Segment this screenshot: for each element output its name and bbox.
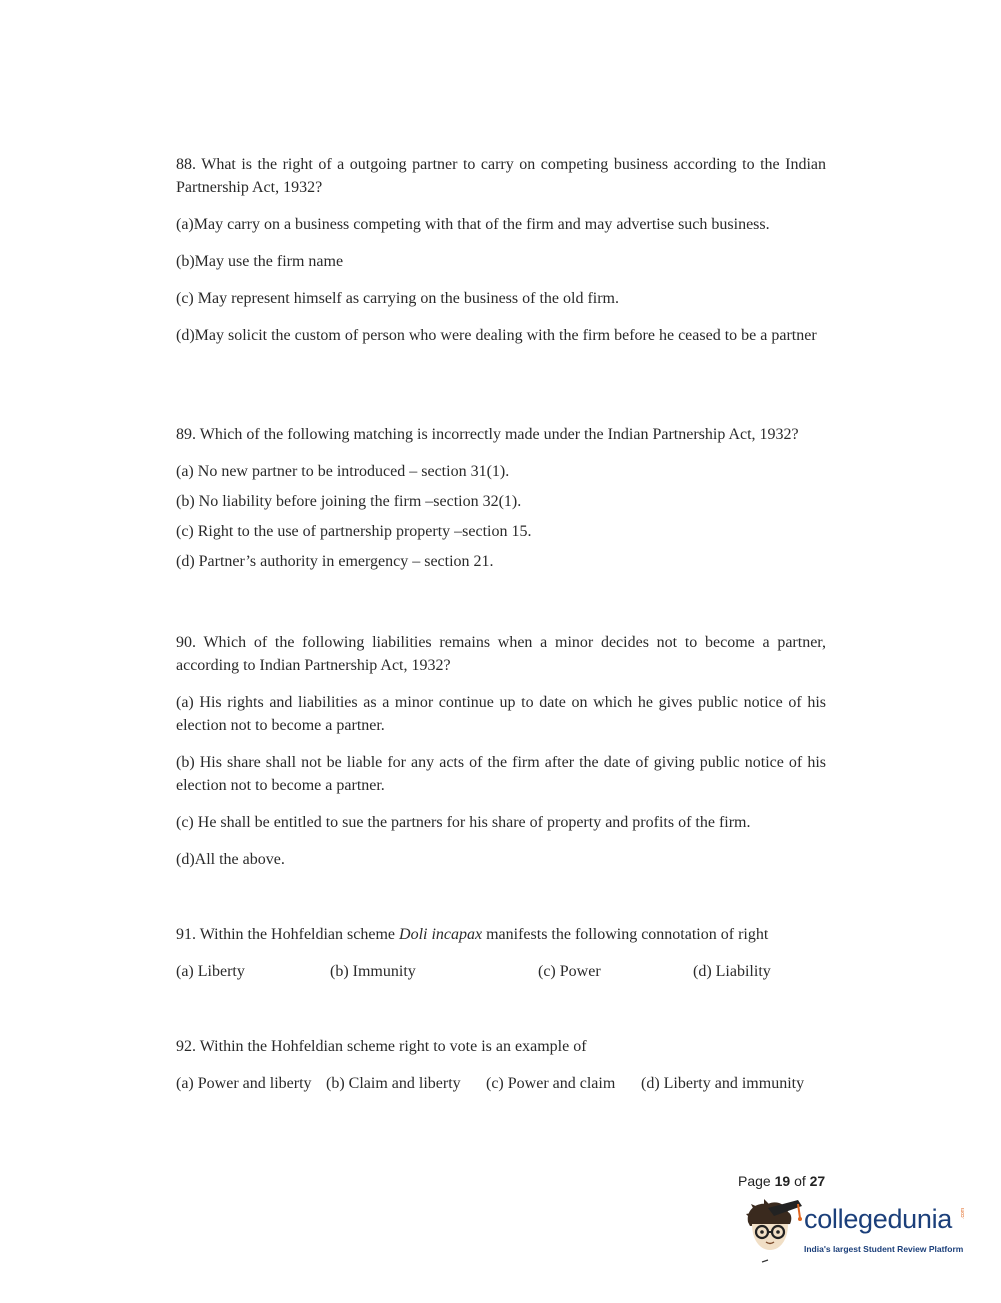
student-face-icon bbox=[742, 1196, 804, 1266]
option-c: (c) He shall be entitled to sue the partners for his share of property and profits of the firm. bbox=[176, 814, 751, 831]
options-row bbox=[176, 1072, 826, 1095]
question-stem: 90. Which of the following liabilities remains when a minor decides not to become a partner, according to Indian Partnership Act, 1932? bbox=[176, 634, 826, 674]
page-of: of bbox=[794, 1173, 806, 1189]
option-a: (a)May carry on a business competing with that of the firm and may advertise such business. bbox=[176, 216, 770, 233]
stem-prefix: 91. Within the Hohfeldian scheme bbox=[176, 926, 400, 943]
option-b: (b) His share shall not be liable for any acts of the firm after the date of giving public notice of his election not to become a partner. bbox=[176, 754, 826, 794]
question-89 bbox=[176, 423, 826, 573]
option-b: (b) Claim and liberty bbox=[326, 1075, 461, 1092]
question-stem: 88. What is the right of a outgoing partner to carry on competing business according to the Indian Partnership Act, 1932? bbox=[176, 156, 826, 196]
question-stem bbox=[176, 923, 826, 946]
page-label: Page bbox=[738, 1173, 771, 1189]
option-d: (d)May solicit the custom of person who were dealing with the firm before he ceased to be a partner bbox=[176, 327, 817, 344]
option-a: (a) His rights and liabilities as a minor continue up to date on which he gives public notice of his election not to become a partner. bbox=[176, 694, 826, 734]
option-c: (c) May represent himself as carrying on the business of the old firm. bbox=[176, 290, 619, 307]
option-d: (d) Liability bbox=[693, 963, 771, 980]
collegedunia-logo bbox=[742, 1196, 972, 1266]
option-a: (a) Power and liberty bbox=[176, 1075, 312, 1092]
question-92 bbox=[176, 1035, 826, 1095]
logo-wordmark: collegedunia bbox=[804, 1204, 953, 1234]
question-90 bbox=[176, 631, 826, 871]
question-91 bbox=[176, 923, 826, 983]
question-stem: 89. Which of the following matching is incorrectly made under the Indian Partnership Act, 1932? bbox=[176, 426, 799, 443]
option-d: (d) Liberty and immunity bbox=[641, 1075, 805, 1092]
option-b: (b) Immunity bbox=[330, 963, 416, 980]
option-b: (b)May use the firm name bbox=[176, 253, 344, 270]
page-current: 19 bbox=[774, 1173, 791, 1189]
question-stem: 92. Within the Hohfeldian scheme right to vote is an example of bbox=[176, 1038, 587, 1055]
option-c: (c) Power bbox=[538, 963, 601, 980]
page-number bbox=[738, 1173, 825, 1189]
page-total: 27 bbox=[809, 1173, 826, 1189]
question-88 bbox=[176, 153, 826, 347]
logo-com: .com bbox=[960, 1208, 966, 1219]
stem-suffix: manifests the following connotation of right bbox=[482, 926, 769, 943]
option-c: (c) Right to the use of partnership property –section 15. bbox=[176, 523, 532, 540]
option-a: (a) Liberty bbox=[176, 963, 245, 980]
option-c: (c) Power and claim bbox=[486, 1075, 616, 1092]
option-b: (b) No liability before joining the firm –section 32(1). bbox=[176, 493, 522, 510]
option-d: (d)All the above. bbox=[176, 851, 285, 868]
option-a: (a) No new partner to be introduced – section 31(1). bbox=[176, 463, 510, 480]
options-row bbox=[176, 960, 826, 983]
stem-italic-term: Doli incapax bbox=[399, 926, 483, 943]
logo-tagline: India's largest Student Review Platform bbox=[804, 1244, 964, 1254]
option-d: (d) Partner’s authority in emergency – section 21. bbox=[176, 553, 494, 570]
